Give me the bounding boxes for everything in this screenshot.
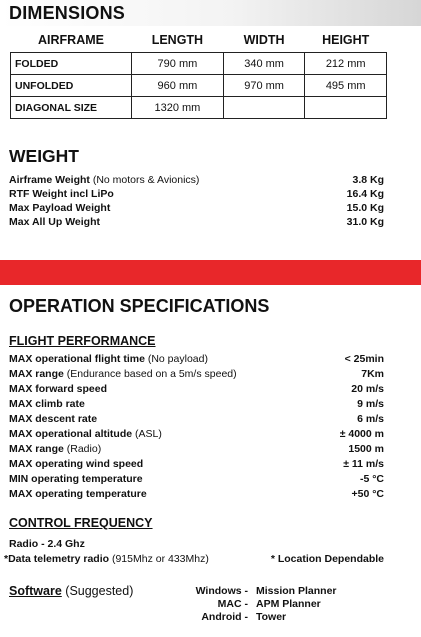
width-cell: 970 mm <box>223 75 305 97</box>
spec-label: Max All Up Weight <box>9 216 101 228</box>
software-app: APM Planner <box>256 598 321 610</box>
column-header-height: HEIGHT <box>322 32 370 47</box>
software-app: Tower <box>256 611 287 623</box>
spec-value: ± 4000 m <box>339 428 384 440</box>
weight-title: WEIGHT <box>9 146 79 166</box>
spec-label: MAX descent rate <box>9 413 98 425</box>
row-label: UNFOLDED <box>11 75 132 97</box>
software-label: Software <box>9 584 62 598</box>
flight-row <box>9 352 384 366</box>
spec-label: MAX range <box>9 368 64 380</box>
flight-row <box>9 382 384 396</box>
telemetry-label: *Data telemetry radio <box>4 553 110 565</box>
spec-note: (ASL) <box>135 428 162 440</box>
dimensions-header-row <box>11 30 387 53</box>
weight-row <box>9 215 384 229</box>
column-header-width: WIDTH <box>243 32 285 47</box>
spec-value: 6 m/s <box>357 413 384 425</box>
height-cell <box>305 97 387 119</box>
software-os: MAC - <box>217 598 248 610</box>
spec-note: (Endurance based on a 5m/s speed) <box>66 368 237 380</box>
dimensions-title: DIMENSIONS <box>9 3 126 23</box>
spec-value: 15.0 Kg <box>346 202 384 214</box>
weight-row <box>9 173 384 187</box>
spec-note: (No motors & Avionics) <box>92 174 200 186</box>
software-app: Mission Planner <box>256 585 337 597</box>
spec-value: 31.0 Kg <box>346 216 384 228</box>
flight-row <box>9 442 384 456</box>
column-header-airframe: AIRFRAME <box>38 32 104 47</box>
table-row <box>11 53 387 75</box>
spec-value: -5 °C <box>359 473 384 485</box>
row-label: DIAGONAL SIZE <box>11 97 132 119</box>
flight-row <box>9 472 384 486</box>
spec-value: 7Km <box>361 368 384 380</box>
flight-performance-title: FLIGHT PERFORMANCE <box>9 334 156 348</box>
height-cell: 495 mm <box>305 75 387 97</box>
flight-row <box>9 487 384 501</box>
row-label: FOLDED <box>11 53 132 75</box>
flight-row <box>9 457 384 471</box>
spec-label: MAX range <box>9 443 64 455</box>
software-os: Android - <box>201 611 248 623</box>
spec-value: 1500 m <box>348 443 384 455</box>
spec-label: MIN operating temperature <box>9 473 143 485</box>
length-cell: 1320 mm <box>132 97 224 119</box>
spec-value: 16.4 Kg <box>346 188 384 200</box>
spec-value: 20 m/s <box>351 383 384 395</box>
spec-value: ± 11 m/s <box>343 458 384 470</box>
length-cell: 960 mm <box>132 75 224 97</box>
radio-frequency: Radio - 2.4 Ghz <box>9 538 85 550</box>
table-row <box>11 97 387 119</box>
software-note: (Suggested) <box>65 584 134 598</box>
spec-value: +50 °C <box>351 488 384 500</box>
software-list <box>194 585 337 624</box>
red-divider-band <box>0 260 421 285</box>
flight-row <box>9 412 384 426</box>
spec-value: 9 m/s <box>357 398 384 410</box>
column-header-length: LENGTH <box>151 32 204 47</box>
spec-note: (No payload) <box>147 353 208 365</box>
telemetry-line <box>4 553 384 565</box>
operation-title: OPERATION SPECIFICATIONS <box>9 296 270 316</box>
control-frequency-title: CONTROL FREQUENCY <box>9 516 153 530</box>
spec-label: MAX operational flight time <box>9 353 145 365</box>
spec-label: MAX operating wind speed <box>9 458 144 470</box>
spec-label: MAX climb rate <box>9 398 85 410</box>
location-note: * Location Dependable <box>270 553 384 565</box>
spec-label: MAX forward speed <box>9 383 108 395</box>
telemetry-note: (915Mhz or 433Mhz) <box>111 553 209 565</box>
spec-value: 3.8 Kg <box>352 174 384 186</box>
flight-row <box>9 397 384 411</box>
dimensions-table <box>10 30 387 119</box>
height-cell: 212 mm <box>305 53 387 75</box>
spec-value: < 25min <box>344 353 384 365</box>
spec-label: MAX operational altitude <box>9 428 133 440</box>
spec-note: (Radio) <box>66 443 102 455</box>
length-cell: 790 mm <box>132 53 224 75</box>
spec-label: Max Payload Weight <box>9 202 111 214</box>
width-cell: 340 mm <box>223 53 305 75</box>
width-cell <box>223 97 305 119</box>
software-heading <box>9 584 133 598</box>
spec-label: RTF Weight incl LiPo <box>9 188 114 200</box>
flight-row <box>9 427 384 441</box>
spec-label: MAX operating temperature <box>9 488 147 500</box>
table-row <box>11 75 387 97</box>
weight-row <box>9 187 384 201</box>
weight-row <box>9 201 384 215</box>
software-os: Windows - <box>195 585 248 597</box>
spec-label: Airframe Weight <box>9 174 90 186</box>
flight-row <box>9 367 384 381</box>
